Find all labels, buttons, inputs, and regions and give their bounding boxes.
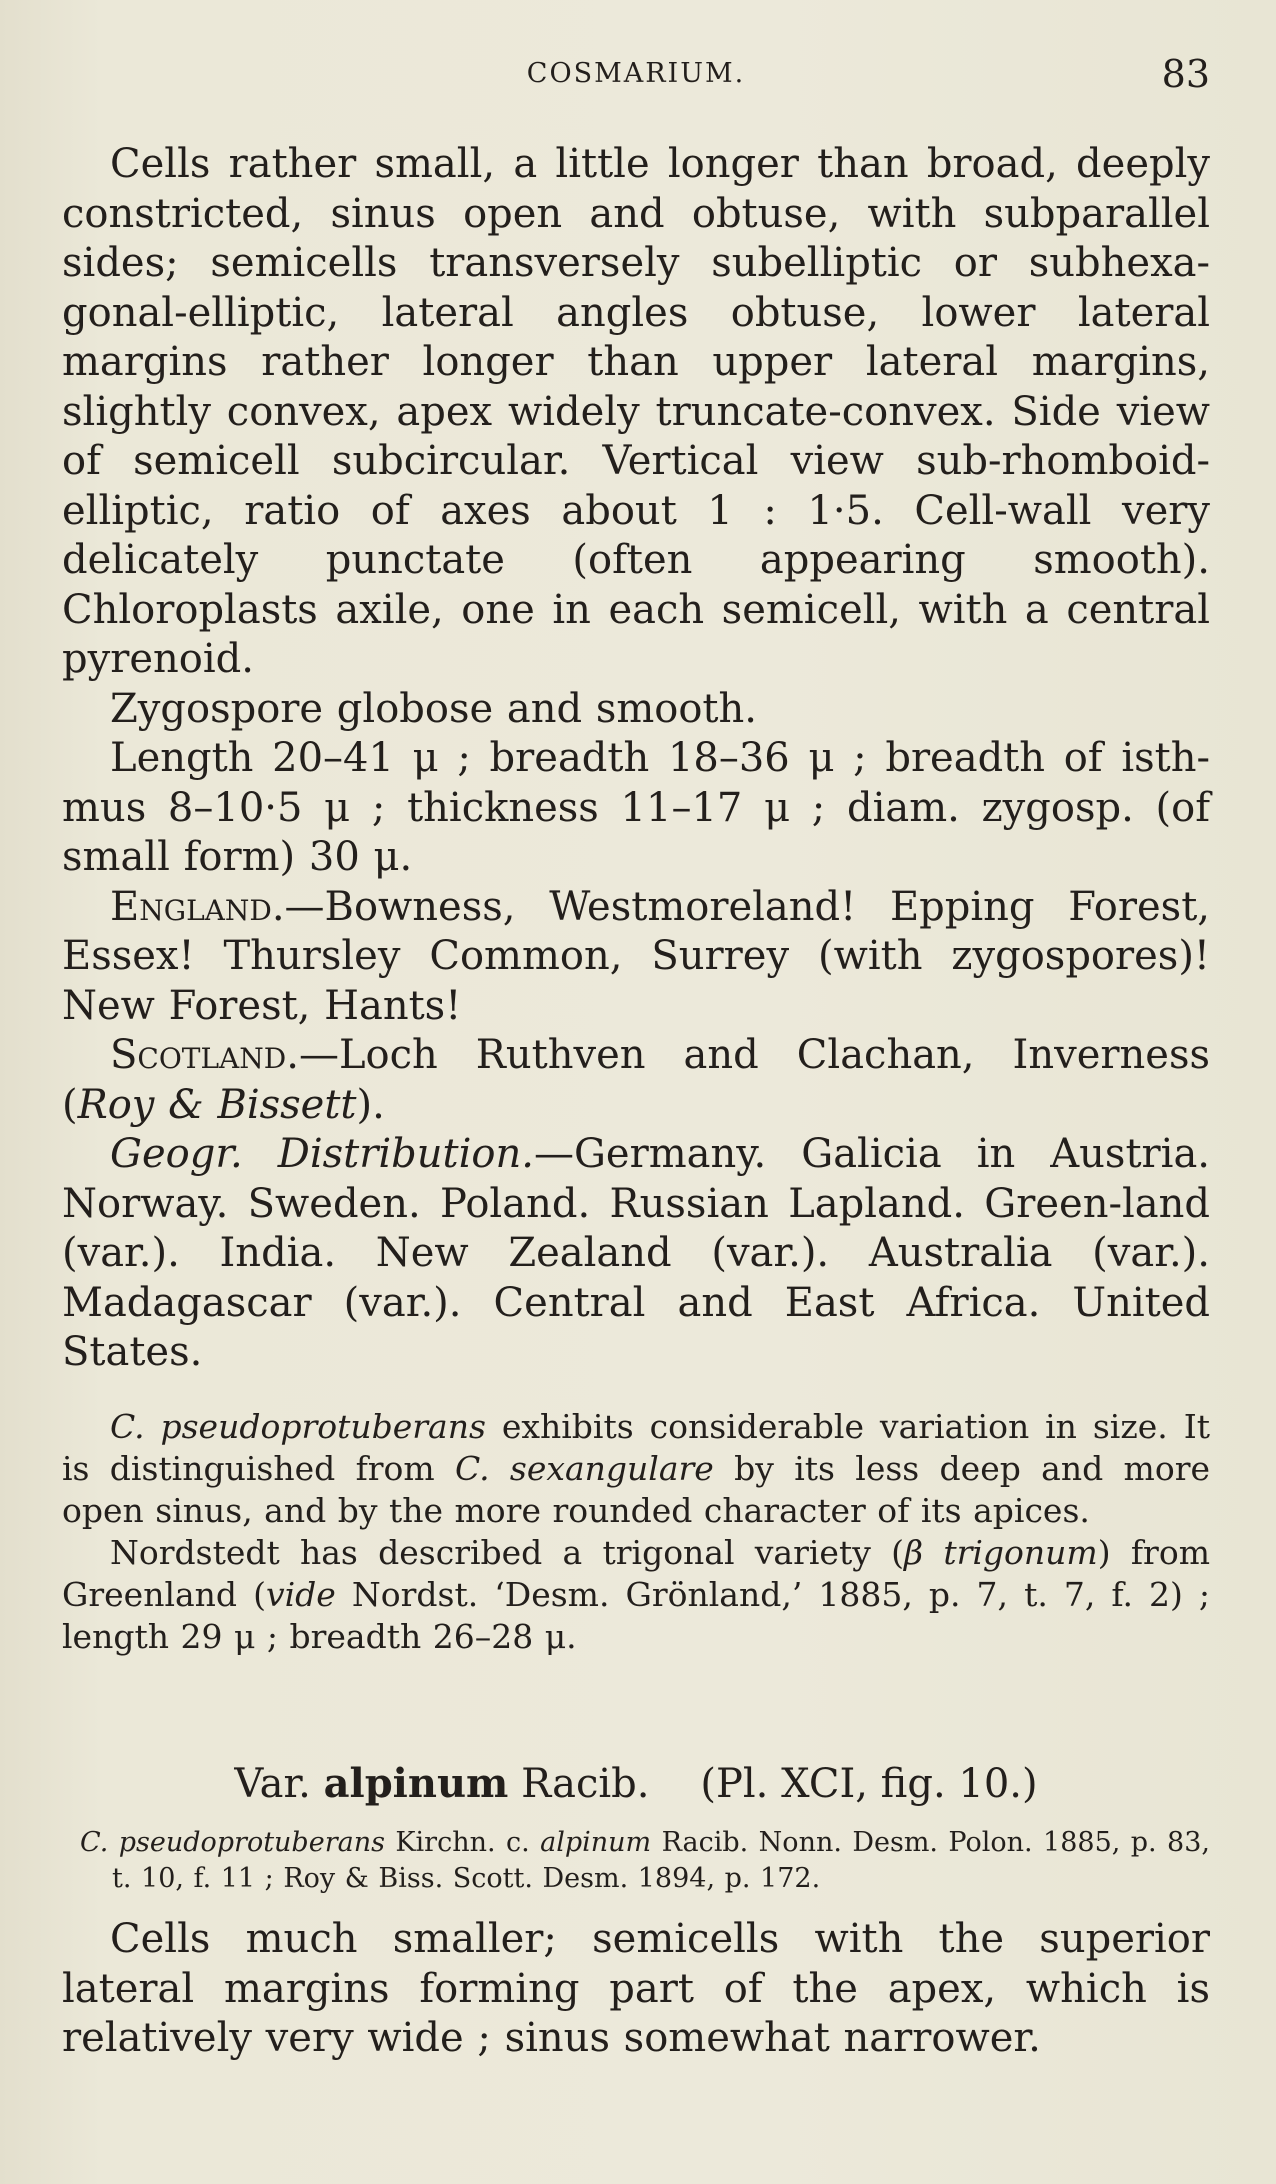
- note1-text1: exhibits considerable variation in size. It is distinguished from: [62, 1407, 1210, 1488]
- scotland-text: —Loch Ruthven and Clachan, Inverness: [298, 1032, 1210, 1078]
- variety-description: Cells much smaller; semicells with the superior lateral margins forming part of the apex, which is relatively very wide ; sinus somewhat narrower.: [62, 1916, 1210, 2061]
- distribution-text: —Germany. Galicia in Austria. Norway. Sweden. Poland. Russian Lapland. Green-land (var.). India. New Zealand (var.). Australia (var.). Madagascar (var.). Central and East Africa. United States.: [62, 1131, 1211, 1375]
- variety-heading: [62, 1760, 1210, 1807]
- scotland-label: Scotland.: [110, 1032, 299, 1078]
- note2-variety: β trigonum: [904, 1533, 1098, 1572]
- zygospore-paragraph: Zygospore globose and smooth.: [110, 685, 757, 732]
- variety-prefix: Var.: [234, 1761, 324, 1807]
- note2-vide: vide: [265, 1575, 336, 1614]
- page-number: 83: [1161, 52, 1210, 96]
- scotland-authority: Roy & Bissett: [77, 1081, 357, 1128]
- notes: [62, 1406, 1210, 1658]
- running-title: COSMARIUM.: [526, 58, 746, 89]
- england-text: —Bowness, Westmoreland! Epping Forest, Essex! Thursley Common, Surrey (with zygospores)! New Forest, Hants!: [62, 883, 1210, 1029]
- note1-name1: C. pseudoprotuberans: [110, 1407, 486, 1446]
- variety-section: [62, 1760, 1210, 2064]
- variety-suffix: Racib. (Pl. XCI, fig. 10.): [508, 1761, 1038, 1807]
- distribution-paragraph: [62, 1130, 1210, 1378]
- england-label: England.: [110, 883, 285, 930]
- main-text: [62, 140, 1210, 1378]
- note1-name2: C. sexangulare: [455, 1449, 714, 1488]
- note2-text1: Nordstedt has described a trigonal variety (: [110, 1533, 904, 1572]
- description-paragraph: Cells rather small, a little longer than broad, deeply constricted, sinus open and obtuse, with subparallel sides; semicells transversely subelliptic or subhexa-gonal-elliptic, lateral angles obtuse, lower lateral margins rather longer than upper lateral margins, slightly convex, apex widely truncate-convex. Side view of semicell subcircular. Vertical view sub-rhomboid-elliptic, ratio of axes about 1 : 1·5. Cell-wall very delicately punctate (often appearing smooth). Chloroplasts axile, one in each semicell, with a central pyrenoid.: [62, 141, 1210, 682]
- syn-text2: Racib. Nonn. Desm. Polon. 1885, p. 83, t. 10, f. 11 ; Roy & Biss. Scott. Desm. 1894, p. 172.: [112, 1827, 1210, 1894]
- running-head: [62, 52, 1210, 96]
- note2-text2: ) from Greenland (: [62, 1533, 1210, 1614]
- note-variation: [62, 1406, 1210, 1532]
- scotland-close: ).: [356, 1081, 385, 1128]
- distribution-label: Geogr. Distribution.: [110, 1131, 534, 1177]
- note2-text3: Nordst. ‘Desm. Grönland,’ 1885, p. 7, t. 7, f. 2) ; length 29 μ ; breadth 26–28 μ.: [62, 1575, 1211, 1656]
- note-trigonal-variety: [62, 1532, 1210, 1658]
- syn-name2: alpinum: [540, 1827, 652, 1858]
- england-paragraph: [62, 883, 1210, 1032]
- variety-synonymy: [62, 1825, 1210, 1897]
- syn-name1: C. pseudoprotuberans: [80, 1827, 385, 1858]
- syn-text1: Kirchn. c.: [384, 1827, 541, 1858]
- note1-text2: by its less deep and more open sinus, and by the more rounded character of its apices.: [62, 1449, 1210, 1530]
- variety-name: alpinum: [323, 1760, 509, 1807]
- scotland-paragraph: Scotland.—Loch Ruthven and Clachan, Inverness (Roy & Bissett).: [62, 1032, 1210, 1128]
- measurements-paragraph: Length 20–41 μ ; breadth 18–36 μ ; breadth of isth-mus 8–10·5 μ ; thickness 11–17 μ ; diam. zygosp. (of small form) 30 μ.: [62, 735, 1210, 880]
